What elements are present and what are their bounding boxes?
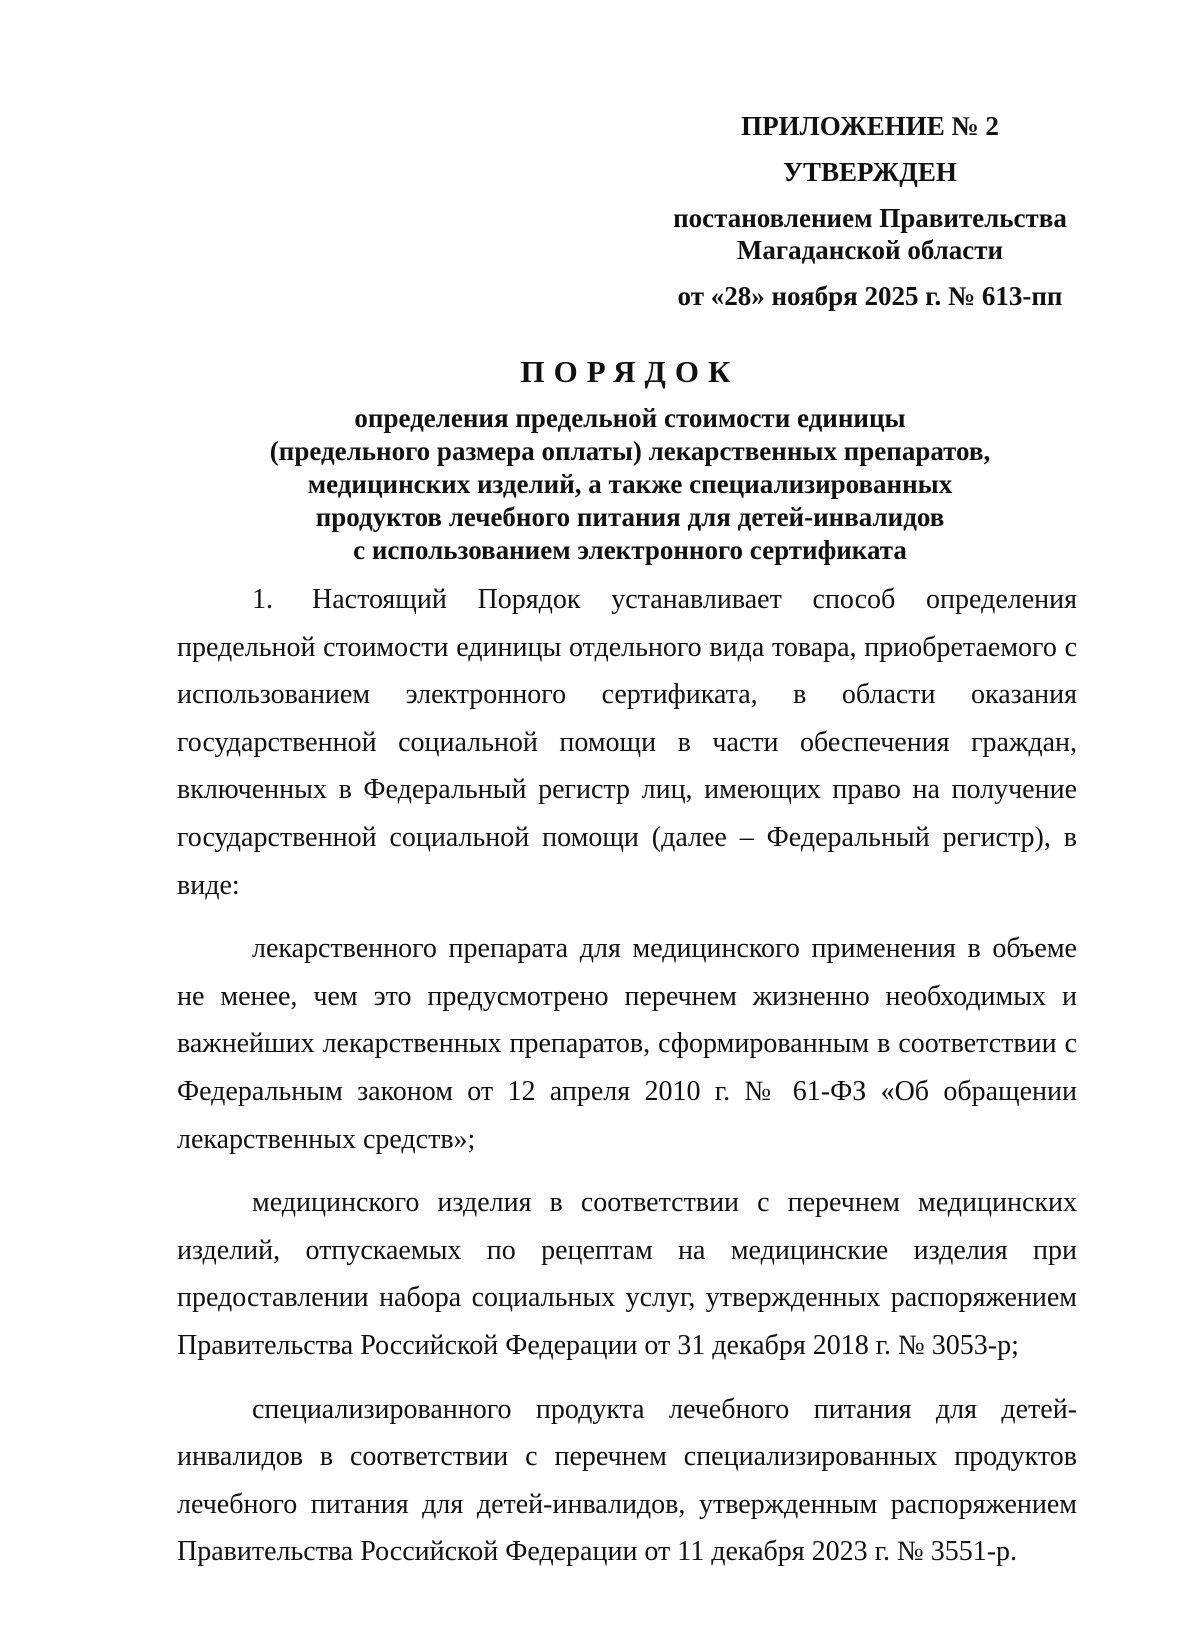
document-body: [177, 576, 1077, 1576]
approval-block: [600, 110, 1140, 312]
approved-stamp: УТВЕРЖДЕН: [783, 157, 957, 187]
subtitle-line: (предельного размера оплаты) лекарственных препаратов,: [269, 436, 991, 466]
subtitle-line: с использованием электронного сертификата: [353, 535, 907, 565]
paragraph-device: медицинского изделия в соответствии с перечнем медицинских изделий, отпускаемых по рецептам на медицинские изделия при предоставлении набора социальных услуг, утвержденных распоряжением Правительства Российской Федерации от 31 декабря 2018 г. № 3053-р;: [177, 1187, 1077, 1361]
title-block: [180, 352, 1080, 567]
appendix-number: ПРИЛОЖЕНИЕ № 2: [741, 111, 999, 141]
decree-line-2: Магаданской области: [736, 235, 1004, 265]
subtitle-line: определения предельной стоимости единицы: [354, 403, 906, 433]
decree-date: от «28» ноября 2025 г. № 613-пп: [677, 281, 1063, 311]
item-number: 1.: [252, 584, 273, 615]
item-1-text: Настоящий Порядок устанавливает способ определения предельной стоимости единицы отдельного вида товара, приобретаемого с использованием электронного сертификата, в области оказания государственной социальной помощи в части обеспечения граждан, включенных в Федеральный регистр лиц, имеющих право на получение государственной социальной помощи (далее – Федеральный регистр), в виде:: [177, 584, 1077, 901]
decree-line-1: постановлением Правительства: [673, 203, 1067, 233]
subtitle-line: медицинских изделий, а также специализированных: [307, 469, 953, 499]
document-subtitle: [180, 402, 1080, 567]
paragraph-item-1: [177, 576, 1077, 909]
paragraph-food: специализированного продукта лечебного питания для детей-инвалидов в соответствии с перечнем специализированных продуктов лечебного питания для детей-инвалидов, утвержденным распоряжением Правительства Российской Федерации от 11 декабря 2023 г. № 3551-р.: [177, 1393, 1077, 1568]
paragraph-drug: лекарственного препарата для медицинского применения в объеме не менее, чем это предусмотрено перечнем жизненно необходимых и важнейших лекарственных препаратов, сформированным в соответствии с Федеральным законом от 12 апреля 2010 г. № 61-ФЗ «Об обращении лекарственных средств»;: [177, 933, 1077, 1155]
subtitle-line: продуктов лечебного питания для детей-инвалидов: [315, 502, 945, 532]
document-title: ПОРЯДОК: [520, 354, 740, 389]
